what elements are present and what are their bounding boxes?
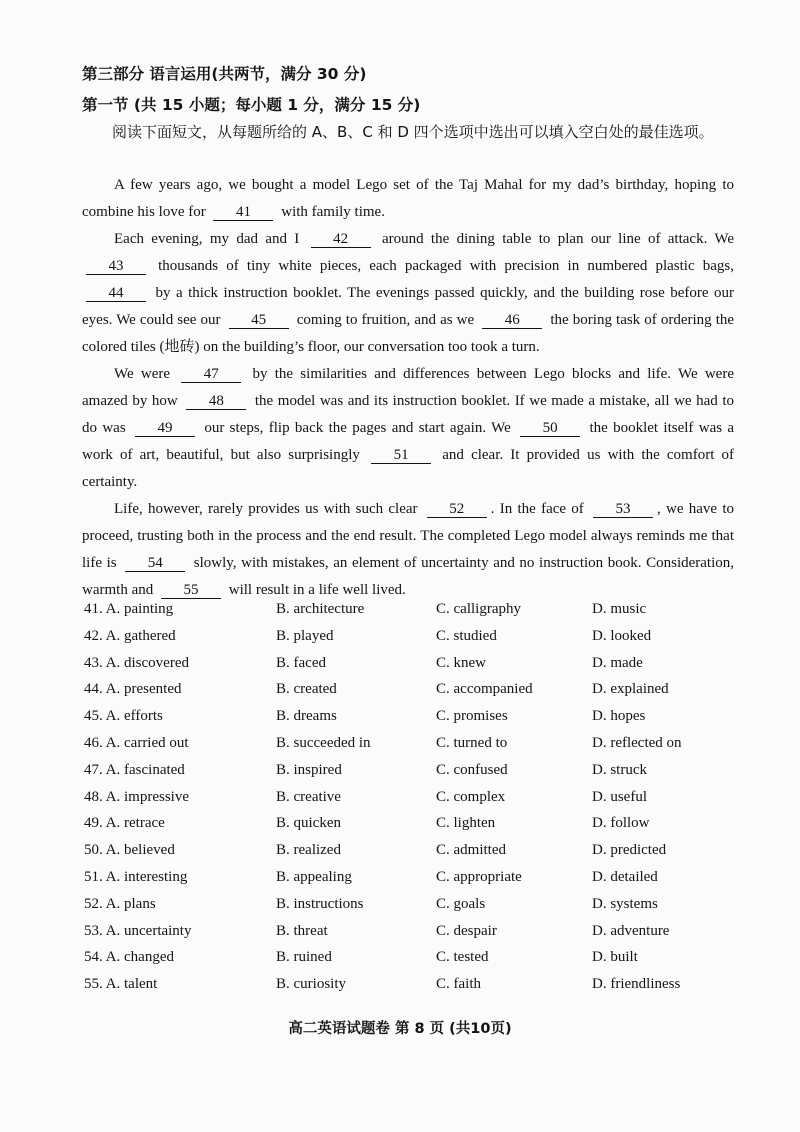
option-a: 45. A. efforts xyxy=(84,708,163,725)
option-c: C. admitted xyxy=(436,842,506,859)
option-b: B. architecture xyxy=(276,601,365,617)
option-row xyxy=(84,923,744,950)
option-d: D. made xyxy=(592,654,643,671)
option-b: B. succeeded in xyxy=(276,734,371,751)
option-row xyxy=(84,815,744,842)
blank-47: 47 xyxy=(181,366,241,383)
option-row xyxy=(84,949,744,976)
option-d: D. hopes xyxy=(592,708,646,725)
option-row xyxy=(84,842,744,869)
option-b: B. created xyxy=(276,681,337,698)
blank-42: 42 xyxy=(311,231,371,248)
option-d: D. detailed xyxy=(592,868,658,885)
blank-54: 54 xyxy=(125,555,185,572)
option-b: B. instructions xyxy=(276,895,364,912)
blank-55: 55 xyxy=(161,582,221,599)
option-d: D. explained xyxy=(592,681,669,698)
reading-passage xyxy=(82,172,734,604)
passage-text: coming to fruition, and as we xyxy=(296,312,475,328)
option-d: D. reflected on xyxy=(592,734,682,751)
option-a: 41. A. painting xyxy=(84,601,174,617)
option-row xyxy=(84,681,744,708)
paragraph-4 xyxy=(82,496,734,604)
passage-text: with family time. xyxy=(281,204,385,220)
answer-options xyxy=(84,601,744,1003)
option-c: C. goals xyxy=(436,895,486,912)
passage-text: . In the face of xyxy=(490,501,584,517)
blank-45: 45 xyxy=(229,312,289,329)
blank-46: 46 xyxy=(482,312,542,329)
option-b: B. inspired xyxy=(276,761,342,778)
option-d: D. built xyxy=(592,949,638,966)
option-b: B. curiosity xyxy=(276,976,346,993)
option-c: C. calligraphy xyxy=(436,601,521,617)
option-c: C. turned to xyxy=(436,734,508,751)
option-a: 48. A. impressive xyxy=(84,788,189,805)
option-d: D. music xyxy=(592,601,647,617)
option-a: 49. A. retrace xyxy=(84,815,165,832)
passage-text: thousands of tiny white pieces, each packaged with precision in numbered plastic bags, xyxy=(158,258,734,274)
passage-text: will result in a life well lived. xyxy=(228,582,406,598)
option-b: B. played xyxy=(276,627,334,644)
option-c: C. promises xyxy=(436,708,508,725)
option-row xyxy=(84,735,744,762)
option-c: C. tested xyxy=(436,949,489,966)
option-row xyxy=(84,708,744,735)
paragraph-1 xyxy=(82,172,734,226)
option-a: 50. A. believed xyxy=(84,842,175,859)
option-c: C. lighten xyxy=(436,815,496,832)
option-b: B. quicken xyxy=(276,815,341,832)
option-a: 54. A. changed xyxy=(84,949,174,966)
option-b: B. faced xyxy=(276,654,326,671)
option-a: 51. A. interesting xyxy=(84,868,188,885)
section-title: 第三部分 语言运用(共两节，满分 30 分) xyxy=(82,65,367,83)
passage-text: the model was and its instruction booklet. If we made a mistake, all we had to do was xyxy=(82,393,735,436)
option-a: 53. A. uncertainty xyxy=(84,922,192,939)
option-c: C. knew xyxy=(436,654,486,671)
option-row xyxy=(84,976,744,1003)
option-c: C. appropriate xyxy=(436,868,522,885)
passage-text: by the similarities and differences between Lego blocks and life. We were amazed by how xyxy=(82,366,734,409)
option-d: D. adventure xyxy=(592,922,670,939)
passage-text: slowly, with mistakes, an element of uncertainty and no instruction book. Consideration, warmth and xyxy=(82,555,735,598)
option-c: C. complex xyxy=(436,788,506,805)
option-a: 42. A. gathered xyxy=(84,627,176,644)
option-d: D. useful xyxy=(592,788,647,805)
passage-text: our steps, flip back the pages and start again. We xyxy=(204,420,511,436)
subsection-title: 第一节 (共 15 小题；每小题 1 分，满分 15 分) xyxy=(82,96,421,114)
option-a: 46. A. carried out xyxy=(84,734,189,751)
option-d: D. friendliness xyxy=(592,976,681,993)
option-row xyxy=(84,896,744,923)
option-row xyxy=(84,628,744,655)
passage-text: , we have to proceed, trusting both in the process and the end result. The completed Lego model always reminds me that life is xyxy=(82,501,734,571)
blank-48: 48 xyxy=(186,393,246,410)
passage-text: and clear. It provided us with the comfort of certainty. xyxy=(82,447,735,490)
blank-53: 53 xyxy=(593,501,653,518)
option-row xyxy=(84,601,744,628)
option-d: D. follow xyxy=(592,815,650,832)
paragraph-2 xyxy=(82,226,734,361)
blank-50: 50 xyxy=(520,420,580,437)
option-d: D. looked xyxy=(592,627,652,644)
blank-43: 43 xyxy=(86,258,146,275)
option-c: C. accompanied xyxy=(436,681,533,698)
passage-text: We were xyxy=(114,366,170,382)
option-b: B. appealing xyxy=(276,868,352,885)
option-row xyxy=(84,869,744,896)
passage-text: by a thick instruction booklet. The evenings passed quickly, and the building rose before our eyes. We could see our xyxy=(82,285,734,328)
instructions: 阅读下面短文，从每题所给的 A、B、C 和 D 四个选项中选出可以填入空白处的最佳选项。 xyxy=(112,123,714,141)
option-b: B. threat xyxy=(276,922,328,939)
option-a: 52. A. plans xyxy=(84,895,156,912)
option-row xyxy=(84,789,744,816)
option-a: 44. A. presented xyxy=(84,681,182,698)
option-a: 55. A. talent xyxy=(84,976,158,993)
option-b: B. ruined xyxy=(276,949,332,966)
blank-41: 41 xyxy=(213,204,273,221)
option-d: D. struck xyxy=(592,761,647,778)
option-c: C. confused xyxy=(436,761,508,778)
option-d: D. predicted xyxy=(592,842,667,859)
option-b: B. dreams xyxy=(276,708,337,725)
blank-49: 49 xyxy=(135,420,195,437)
option-b: B. realized xyxy=(276,842,341,859)
passage-text: around the dining table to plan our line of attack. We xyxy=(381,231,735,247)
option-c: C. despair xyxy=(436,922,497,939)
passage-text: the boring task of ordering the colored tiles (地砖) on the building’s floor, our conversation too took a turn. xyxy=(82,312,735,355)
option-c: C. studied xyxy=(436,627,497,644)
blank-52: 52 xyxy=(427,501,487,518)
option-a: 43. A. discovered xyxy=(84,654,189,671)
passage-text: A few years ago, we bought a model Lego set of the Taj Mahal for my dad’s birthday, hoping to combine his love for xyxy=(82,177,734,220)
option-c: C. faith xyxy=(436,976,481,993)
passage-text: Life, however, rarely provides us with such clear xyxy=(114,501,418,517)
option-b: B. creative xyxy=(276,788,341,805)
blank-44: 44 xyxy=(86,285,146,302)
paragraph-3 xyxy=(82,361,734,496)
page-footer: 高二英语试题卷 第 8 页 (共10页) xyxy=(288,1021,512,1037)
option-a: 47. A. fascinated xyxy=(84,761,185,778)
option-d: D. systems xyxy=(592,895,658,912)
passage-text: Each evening, my dad and I xyxy=(114,231,300,247)
option-row xyxy=(84,655,744,682)
option-row xyxy=(84,762,744,789)
blank-51: 51 xyxy=(371,447,431,464)
passage-text: the booklet itself was a work of art, beautiful, but also surprisingly xyxy=(82,420,735,463)
